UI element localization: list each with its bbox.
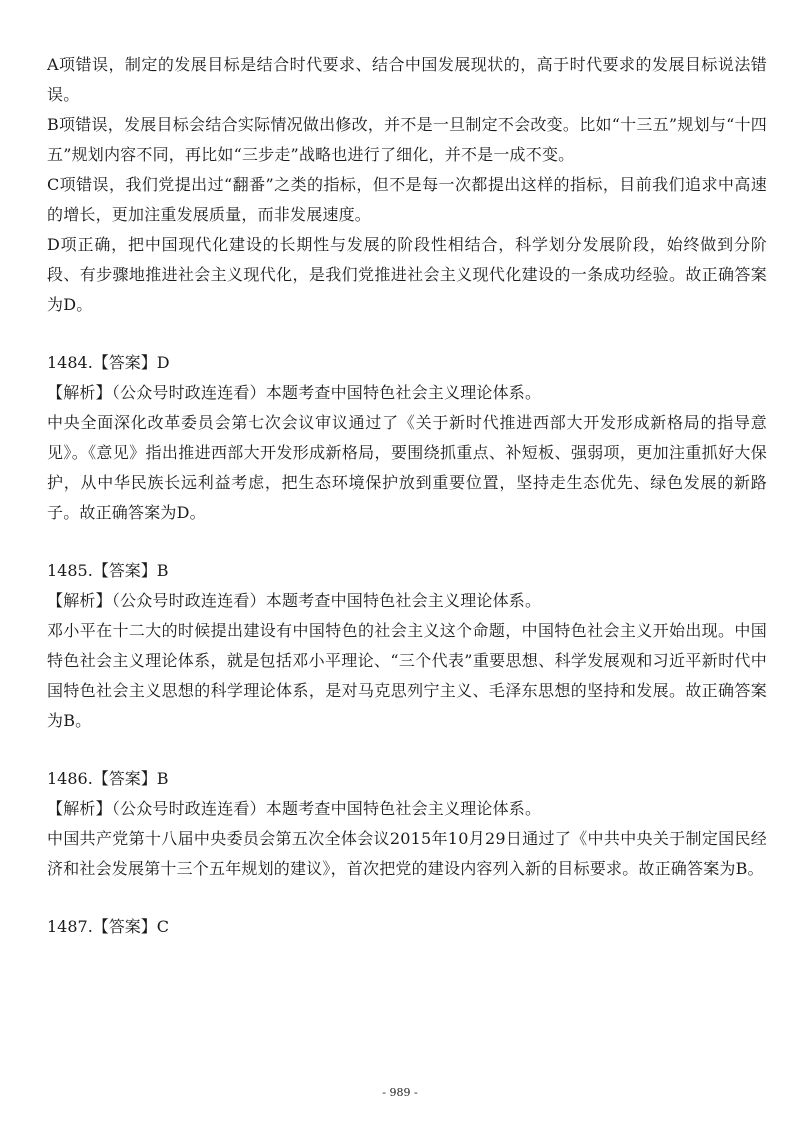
answer-analysis: 【解析】（公众号时政连连看）本题考查中国特色社会主义理论体系。	[47, 383, 542, 402]
answer-body: 邓小平在十二大的时候提出建设有中国特色的社会主义这个命题，中国特色社会主义开始出现。中国特色社会主义理论体系，就是包括邓小平理论、“三个代表”重要思想、科学发展观和习近平新时代中国特色社会主义思想的科学理论体系，是对马克思列宁主义、毛泽东思想的坚持和发展。故正确答案为B。	[47, 621, 767, 730]
option-a-explanation: A项错误，制定的发展目标是结合时代要求、结合中国发展现状的，高于时代要求的发展目标说法错误。	[47, 55, 767, 104]
answer-analysis: 【解析】（公众号时政连连看）本题考查中国特色社会主义理论体系。	[47, 591, 542, 610]
document-page	[47, 50, 767, 942]
answer-header: 1485.【答案】B	[47, 561, 169, 580]
answer-block-1487	[47, 912, 767, 942]
option-b-explanation: B项错误，发展目标会结合实际情况做出修改，并不是一旦制定不会改变。比如“十三五”规划与“十四五”规划内容不同，再比如“三步走”战略也进行了细化，并不是一成不变。	[47, 115, 767, 164]
option-d-explanation: D项正确，把中国现代化建设的长期性与发展的阶段性相结合，科学划分发展阶段，始终做到分阶段、有步骤地推进社会主义现代化，是我们党推进社会主义现代化建设的一条成功经验。故正确答案为D。	[47, 235, 767, 314]
page-number: - 989 -	[382, 1086, 418, 1099]
section-gap	[47, 736, 767, 764]
option-c-explanation: C项错误，我们党提出过“翻番”之类的指标，但不是每一次都提出这样的指标，目前我们追求中高速的增长，更加注重发展质量，而非发展速度。	[47, 175, 767, 224]
answer-header: 1484.【答案】D	[47, 353, 170, 372]
answer-block-1486	[47, 764, 767, 884]
answer-header: 1486.【答案】B	[47, 769, 169, 788]
section-gap	[47, 528, 767, 556]
answer-block-1485	[47, 556, 767, 736]
answer-body: 中国共产党第十八届中央委员会第五次全体会议2015年10月29日通过了《中共中央关于制定国民经济和社会发展第十三个五年规划的建议》，首次把党的建设内容列入新的目标要求。故正确答案为B。	[47, 829, 767, 878]
answer-block-1484	[47, 348, 767, 528]
answer-body: 中央全面深化改革委员会第七次会议审议通过了《关于新时代推进西部大开发形成新格局的指导意见》。《意见》指出推进西部大开发形成新格局，要围绕抓重点、补短板、强弱项，更加注重抓好大保护，从中华民族长远利益考虑，把生态环境保护放到重要位置，坚持走生态优先、绿色发展的新路子。故正确答案为D。	[47, 413, 767, 522]
section-gap	[47, 320, 767, 348]
section-gap	[47, 884, 767, 912]
answer-analysis: 【解析】（公众号时政连连看）本题考查中国特色社会主义理论体系。	[47, 799, 542, 818]
answer-header: 1487.【答案】C	[47, 917, 170, 936]
